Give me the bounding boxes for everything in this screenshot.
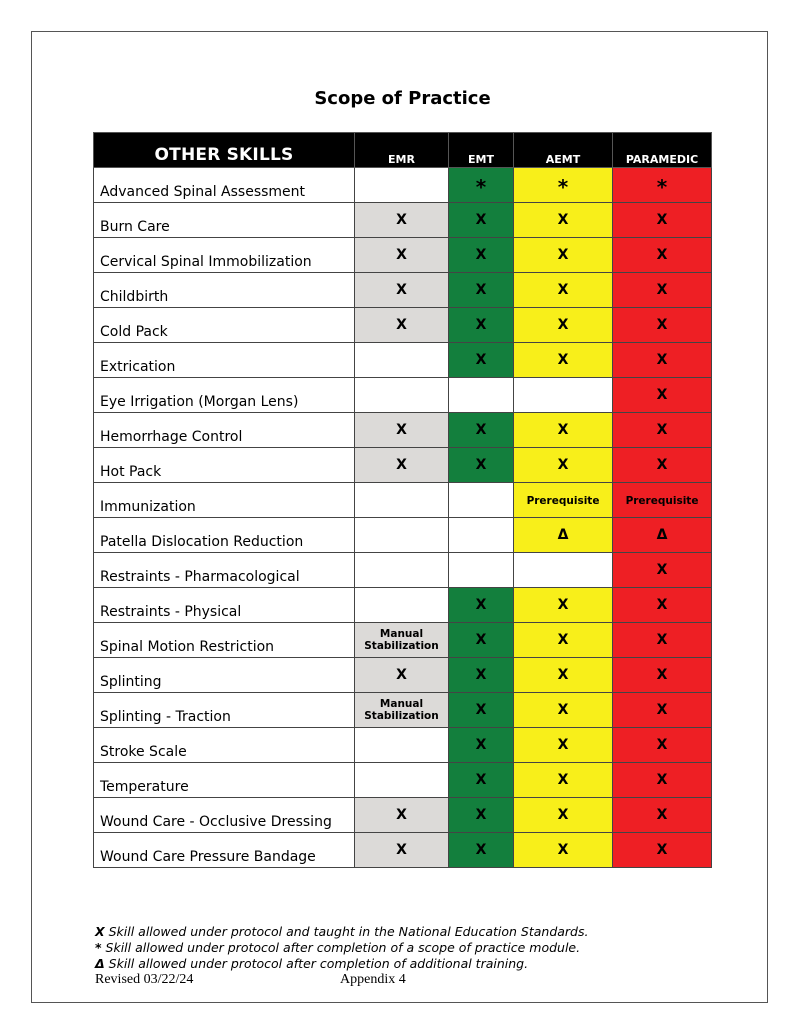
table-row (94, 518, 712, 553)
x-mark: X (475, 807, 487, 823)
x-mark: X (656, 667, 668, 683)
x-mark: X (656, 597, 668, 613)
cell-aemt (514, 168, 613, 203)
cell-emt (449, 378, 514, 413)
table-row (94, 378, 712, 413)
skill-name: Extrication (94, 343, 355, 378)
legend-text: Skill allowed under protocol after completion of a scope of practice module. (101, 940, 581, 955)
cell-emt (449, 553, 514, 588)
cell-emr (355, 448, 449, 483)
table-header-row (94, 133, 712, 168)
x-mark: X (656, 737, 668, 753)
page-title: Scope of Practice (314, 88, 491, 109)
cell-emt (449, 238, 514, 273)
legend-symbol: * (95, 940, 102, 955)
cell-emt (449, 693, 514, 728)
cell-aemt (514, 693, 613, 728)
table-row (94, 798, 712, 833)
cell-aemt (514, 798, 613, 833)
table-row (94, 658, 712, 693)
x-mark: X (557, 282, 569, 298)
x-mark: X (656, 212, 668, 228)
x-mark: X (656, 247, 668, 263)
x-mark: X (656, 317, 668, 333)
skill-name: Wound Care Pressure Bandage (94, 833, 355, 868)
x-mark: X (656, 772, 668, 788)
skill-name: Spinal Motion Restriction (94, 623, 355, 658)
cell-emt (449, 308, 514, 343)
skill-name: Childbirth (94, 273, 355, 308)
cell-aemt (514, 728, 613, 763)
table-body (94, 168, 712, 868)
x-mark: X (656, 842, 668, 858)
cell-emr (355, 798, 449, 833)
cell-paramedic (613, 238, 712, 273)
cell-emr (355, 168, 449, 203)
x-mark: X (475, 352, 487, 368)
x-mark: X (396, 212, 407, 228)
legend (95, 924, 588, 972)
cell-paramedic (613, 518, 712, 553)
x-mark: X (656, 807, 668, 823)
skill-name: Temperature (94, 763, 355, 798)
legend-item (95, 956, 588, 972)
table-row (94, 833, 712, 868)
x-mark: X (475, 632, 487, 648)
skill-name: Cervical Spinal Immobilization (94, 238, 355, 273)
cell-aemt (514, 833, 613, 868)
skill-name: Wound Care - Occlusive Dressing (94, 798, 355, 833)
x-mark: X (557, 702, 569, 718)
x-mark: X (557, 632, 569, 648)
x-mark: X (396, 842, 407, 858)
cell-aemt (514, 658, 613, 693)
legend-item (95, 924, 588, 940)
table-row (94, 448, 712, 483)
cell-paramedic (613, 623, 712, 658)
asterisk-mark: * (656, 175, 668, 199)
cell-emt (449, 343, 514, 378)
cell-note: Manual Stabilization (364, 627, 439, 652)
cell-emr (355, 553, 449, 588)
cell-emt (449, 658, 514, 693)
cell-emt (449, 623, 514, 658)
cell-emr (355, 343, 449, 378)
legend-symbol: X (95, 924, 105, 939)
legend-symbol: Δ (95, 956, 105, 971)
x-mark: X (656, 457, 668, 473)
cell-note: Prerequisite (625, 494, 699, 507)
table-row (94, 588, 712, 623)
cell-emr (355, 518, 449, 553)
cell-aemt (514, 553, 613, 588)
skill-name: Stroke Scale (94, 728, 355, 763)
x-mark: X (656, 352, 668, 368)
cell-paramedic (613, 483, 712, 518)
scope-of-practice-table (93, 132, 712, 868)
cell-paramedic (613, 413, 712, 448)
x-mark: X (475, 702, 487, 718)
cell-emt (449, 798, 514, 833)
cell-aemt (514, 448, 613, 483)
x-mark: X (396, 807, 407, 823)
cell-emt (449, 203, 514, 238)
x-mark: X (557, 807, 569, 823)
asterisk-mark: * (557, 175, 569, 199)
skill-name: Restraints - Physical (94, 588, 355, 623)
x-mark: X (475, 842, 487, 858)
cell-paramedic (613, 343, 712, 378)
skill-name: Immunization (94, 483, 355, 518)
cell-emr (355, 238, 449, 273)
x-mark: X (656, 387, 668, 403)
cell-emr (355, 483, 449, 518)
cell-paramedic (613, 273, 712, 308)
x-mark: X (557, 667, 569, 683)
legend-text: Skill allowed under protocol and taught in the National Education Standards. (104, 924, 589, 939)
table-row (94, 728, 712, 763)
x-mark: X (396, 282, 407, 298)
x-mark: X (557, 597, 569, 613)
skill-name: Advanced Spinal Assessment (94, 168, 355, 203)
x-mark: X (396, 667, 407, 683)
table-row (94, 623, 712, 658)
x-mark: X (396, 247, 407, 263)
cell-note: Manual Stabilization (364, 697, 439, 722)
cell-aemt (514, 588, 613, 623)
header-paramedic: PARAMEDIC (613, 133, 712, 168)
appendix-label: Appendix 4 (340, 972, 406, 987)
cell-emr (355, 588, 449, 623)
cell-emt (449, 728, 514, 763)
cell-emr (355, 413, 449, 448)
x-mark: X (557, 842, 569, 858)
x-mark: X (557, 247, 569, 263)
x-mark: X (475, 772, 487, 788)
cell-emr (355, 833, 449, 868)
cell-emt (449, 168, 514, 203)
header-emr: EMR (355, 133, 449, 168)
cell-emr (355, 378, 449, 413)
cell-aemt (514, 273, 613, 308)
skill-name: Hot Pack (94, 448, 355, 483)
cell-paramedic (613, 693, 712, 728)
skill-name: Patella Dislocation Reduction (94, 518, 355, 553)
delta-mark: Δ (656, 527, 668, 543)
table-row (94, 483, 712, 518)
x-mark: X (557, 352, 569, 368)
asterisk-mark: * (475, 175, 487, 199)
cell-paramedic (613, 798, 712, 833)
cell-emt (449, 448, 514, 483)
cell-paramedic (613, 448, 712, 483)
table-row (94, 203, 712, 238)
cell-emr (355, 308, 449, 343)
skill-name: Splinting (94, 658, 355, 693)
skill-name: Cold Pack (94, 308, 355, 343)
cell-aemt (514, 343, 613, 378)
table-row (94, 238, 712, 273)
x-mark: X (475, 667, 487, 683)
legend-text: Skill allowed under protocol after completion of additional training. (104, 956, 529, 971)
x-mark: X (396, 422, 407, 438)
x-mark: X (475, 457, 487, 473)
table-row (94, 693, 712, 728)
x-mark: X (557, 317, 569, 333)
table-row (94, 763, 712, 798)
cell-aemt (514, 413, 613, 448)
table-row (94, 343, 712, 378)
cell-emt (449, 763, 514, 798)
cell-aemt (514, 483, 613, 518)
cell-aemt (514, 308, 613, 343)
revised-date: Revised 03/22/24 (95, 972, 194, 987)
cell-emr (355, 763, 449, 798)
x-mark: X (475, 737, 487, 753)
x-mark: X (475, 422, 487, 438)
cell-paramedic (613, 728, 712, 763)
x-mark: X (557, 212, 569, 228)
cell-paramedic (613, 658, 712, 693)
cell-emr (355, 623, 449, 658)
header-other-skills: OTHER SKILLS (94, 133, 355, 168)
table-row (94, 308, 712, 343)
skill-name: Burn Care (94, 203, 355, 238)
cell-emr (355, 728, 449, 763)
skill-name: Splinting - Traction (94, 693, 355, 728)
x-mark: X (557, 737, 569, 753)
cell-aemt (514, 378, 613, 413)
x-mark: X (475, 317, 487, 333)
footer (95, 972, 406, 988)
cell-emt (449, 273, 514, 308)
cell-emt (449, 588, 514, 623)
cell-paramedic (613, 833, 712, 868)
x-mark: X (557, 772, 569, 788)
delta-mark: Δ (557, 527, 569, 543)
cell-aemt (514, 238, 613, 273)
cell-paramedic (613, 378, 712, 413)
cell-emt (449, 483, 514, 518)
x-mark: X (475, 212, 487, 228)
table-row (94, 273, 712, 308)
x-mark: X (475, 282, 487, 298)
skill-name: Hemorrhage Control (94, 413, 355, 448)
x-mark: X (557, 422, 569, 438)
cell-emr (355, 203, 449, 238)
header-emt: EMT (449, 133, 514, 168)
cell-paramedic (613, 308, 712, 343)
x-mark: X (656, 282, 668, 298)
x-mark: X (656, 632, 668, 648)
skill-name: Eye Irrigation (Morgan Lens) (94, 378, 355, 413)
x-mark: X (396, 317, 407, 333)
x-mark: X (656, 702, 668, 718)
cell-aemt (514, 623, 613, 658)
header-aemt: AEMT (514, 133, 613, 168)
cell-paramedic (613, 203, 712, 238)
table-row (94, 553, 712, 588)
x-mark: X (656, 422, 668, 438)
table-row (94, 413, 712, 448)
x-mark: X (475, 247, 487, 263)
cell-note: Prerequisite (526, 494, 600, 507)
cell-emr (355, 693, 449, 728)
legend-item (95, 940, 588, 956)
x-mark: X (396, 457, 407, 473)
cell-paramedic (613, 553, 712, 588)
cell-paramedic (613, 763, 712, 798)
cell-emt (449, 413, 514, 448)
skill-name: Restraints - Pharmacological (94, 553, 355, 588)
cell-emr (355, 658, 449, 693)
cell-aemt (514, 203, 613, 238)
cell-emr (355, 273, 449, 308)
cell-emt (449, 518, 514, 553)
cell-emt (449, 833, 514, 868)
cell-paramedic (613, 168, 712, 203)
x-mark: X (656, 562, 668, 578)
x-mark: X (557, 457, 569, 473)
cell-aemt (514, 518, 613, 553)
cell-aemt (514, 763, 613, 798)
cell-paramedic (613, 588, 712, 623)
table-row (94, 168, 712, 203)
x-mark: X (475, 597, 487, 613)
